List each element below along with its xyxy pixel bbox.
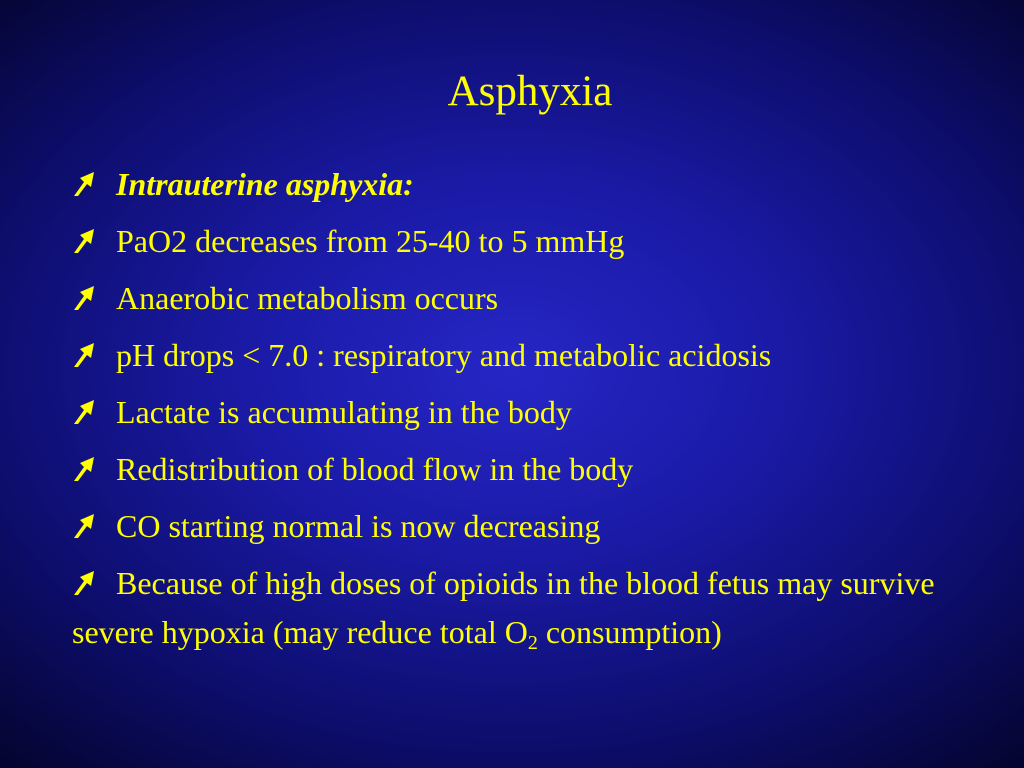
bullet-list: [72, 160, 952, 666]
arrow-up-right-icon: [72, 400, 106, 424]
bullet-text: pH drops < 7.0 : respiratory and metabolic acidosis: [116, 337, 772, 373]
arrow-up-right-icon: [72, 571, 106, 595]
bullet-text: Because of high doses of opioids in the blood fetus may survive severe hypoxia (may reduce total O: [72, 565, 935, 650]
arrow-up-right-icon: [72, 343, 106, 367]
bullet-text: PaO2 decreases from 25-40 to 5 mmHg: [116, 223, 625, 259]
arrow-up-right-icon: [72, 514, 106, 538]
bullet-item: [72, 445, 952, 493]
bullet-item: [72, 502, 952, 550]
bullet-text: Anaerobic metabolism occurs: [116, 280, 499, 316]
arrow-up-right-icon: [72, 229, 106, 253]
slide-title: Asphyxia: [447, 68, 613, 115]
bullet-item: [72, 160, 952, 208]
bullet-item: [72, 559, 952, 657]
bullet-item: [72, 331, 952, 379]
arrow-up-right-icon: [72, 172, 106, 196]
bullet-text-tail: consumption): [537, 614, 722, 650]
bullet-text: Redistribution of blood flow in the body: [116, 451, 634, 487]
bullet-text: CO starting normal is now decreasing: [116, 508, 601, 544]
subscript-text: 2: [527, 632, 538, 654]
bullet-text: Lactate is accumulating in the body: [116, 394, 572, 430]
arrow-up-right-icon: [72, 286, 106, 310]
arrow-up-right-icon: [72, 457, 106, 481]
bullet-item: [72, 217, 952, 265]
bullet-text: Intrauterine asphyxia:: [116, 166, 414, 202]
bullet-item: [72, 274, 952, 322]
bullet-item: [72, 388, 952, 436]
